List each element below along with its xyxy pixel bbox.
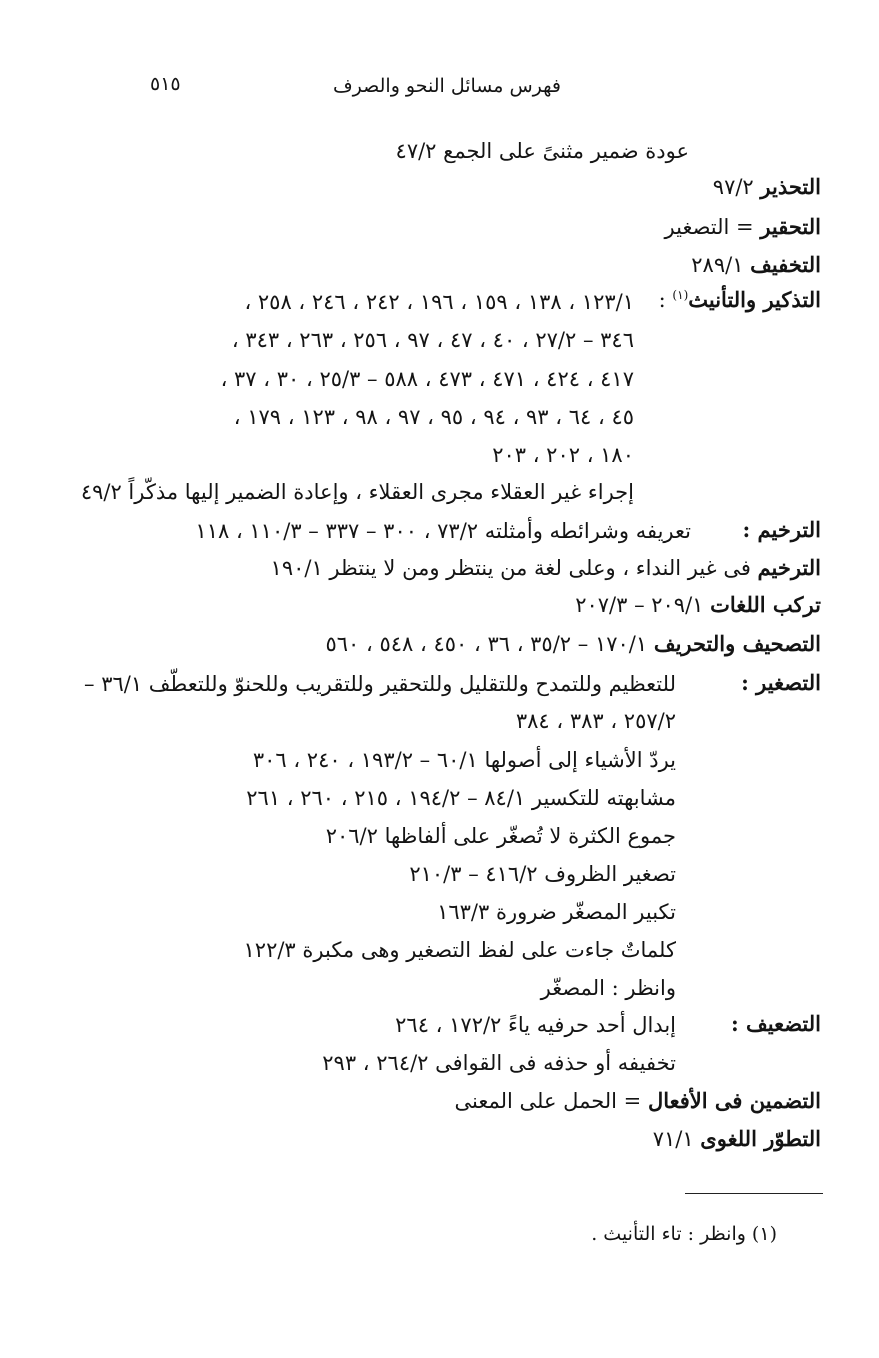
entry-text: ١٧٠/١ – ٣٥/٢ ، ٣٦ ، ٤٥٠ ، ٥٤٨ ، ٥٦٠ xyxy=(325,632,654,656)
index-entry xyxy=(454,1090,821,1112)
entry-term: التضمين فى الأفعال xyxy=(647,1088,821,1113)
index-entry xyxy=(326,633,822,655)
index-entry xyxy=(691,254,821,276)
entry-text: ٧١/١ xyxy=(652,1127,701,1151)
index-subentry: جموع الكثرة لا تُصغّر على ألفاظها ٢٠٦/٢ xyxy=(325,824,676,848)
index-entry xyxy=(665,216,821,238)
index-entry xyxy=(731,1013,821,1035)
entry-term: الترخيم : xyxy=(742,517,821,542)
index-subentry: كلماتٌ جاءت على لفظ التصغير وهى مكبرة ١٢٢/٣ xyxy=(243,938,676,962)
footnote-divider xyxy=(685,1193,823,1194)
index-subentry: يردّ الأشياء إلى أصولها ٦٠/١ – ١٩٣/٢ ، ٢٤٠ ، ٣٠٦ xyxy=(252,748,676,772)
entry-term: التصحيف والتحريف xyxy=(653,631,821,656)
index-entry xyxy=(396,141,689,162)
entry-term: تركب اللغات xyxy=(710,592,821,617)
footnote-ref: (١) xyxy=(672,288,689,302)
index-subentry: تصغير الظروف ٤١٦/٢ – ٢١٠/٣ xyxy=(409,862,676,886)
index-subentry: تخفيفه أو حذفه فى القوافى ٢٦٤/٢ ، ٢٩٣ xyxy=(322,1051,676,1075)
index-entry-refs: إبدال أحد حرفيه ياءً ١٧٢/٢ ، ٢٦٤ xyxy=(395,1013,676,1037)
footnote: (١) وانظر : تاء التأنيث . xyxy=(591,1223,777,1245)
index-entry-refs: للتعظيم وللتمدح وللتقليل وللتحقير وللتقريب وللحنوّ وللتعطّف ٣٦/١ – xyxy=(84,672,676,696)
entry-text: ٢٨٩/١ xyxy=(691,253,751,277)
running-title: فهرس مسائل النحو والصرف xyxy=(332,75,561,97)
entry-term: الترخيم xyxy=(757,555,821,580)
index-entry xyxy=(653,1128,821,1150)
index-entry xyxy=(271,557,821,579)
index-entry xyxy=(741,672,821,694)
entry-term: التذكير والتأنيث xyxy=(688,287,821,312)
index-entry-refs: ٢٥٧/٢ ، ٣٨٣ ، ٣٨٤ xyxy=(515,709,676,733)
index-entry-refs: ١٨٠ ، ٢٠٢ ، ٢٠٣ xyxy=(492,443,634,467)
entry-text: ٩٧/٢ xyxy=(712,175,761,199)
entry-term: التطوّر اللغوى xyxy=(700,1126,821,1151)
entry-text: = التصغير xyxy=(664,215,761,239)
entry-text: ٢٠٩/١ – ٢٠٧/٣ xyxy=(575,593,711,617)
index-subentry: وانظر : المصغّر xyxy=(540,976,676,1000)
entry-text: عودة ضمير مثنىً على الجمع ٤٧/٢ xyxy=(395,139,689,163)
index-entry xyxy=(742,519,821,541)
entry-term: التضعيف : xyxy=(730,1011,821,1036)
index-entry xyxy=(575,594,821,616)
index-subentry: مشابهته للتكسير ٨٤/١ – ١٩٤/٢ ، ٢١٥ ، ٢٦٠ ، ٢٦١ xyxy=(246,786,676,810)
index-subentry: تكبير المصغّر ضرورة ١٦٣/٣ xyxy=(437,900,676,924)
entry-separator: : xyxy=(658,288,673,312)
index-entry-refs: تعريفه وشرائطه وأمثلته ٧٣/٢ ، ٣٠٠ – ٣٣٧ – ١١٠/٣ ، ١١٨ xyxy=(195,519,691,543)
index-entry xyxy=(659,289,821,311)
entry-term: التخفيف xyxy=(750,252,821,277)
entry-text: فى غير النداء ، وعلى لغة من ينتظر ومن لا ينتظر ١٩٠/١ xyxy=(270,556,758,580)
entry-text: = الحمل على المعنى xyxy=(454,1089,648,1113)
page-number: ٥١٥ xyxy=(150,73,181,95)
entry-term: التحقير xyxy=(760,214,821,239)
index-entry-refs: ٣٤٦ – ٢٧/٢ ، ٤٠ ، ٤٧ ، ٩٧ ، ٢٥٦ ، ٢٦٣ ، ٣٤٣ ، xyxy=(231,328,634,352)
index-entry: إجراء غير العقلاء مجرى العقلاء ، وإعادة الضمير إليها مذكّراً ٤٩/٢ xyxy=(80,480,634,504)
index-entry-refs: ٤١٧ ، ٤٢٤ ، ٤٧١ ، ٤٧٣ ، ٥٨٨ – ٢٥/٣ ، ٣٠ ، ٣٧ ، xyxy=(220,367,634,391)
entry-term: التصغير : xyxy=(741,670,821,695)
index-entry-refs: ١٢٣/١ ، ١٣٨ ، ١٥٩ ، ١٩٦ ، ٢٤٢ ، ٢٤٦ ، ٢٥٨ ، xyxy=(244,290,634,314)
index-entry xyxy=(713,176,821,198)
index-entry-refs: ٤٥ ، ٦٤ ، ٩٣ ، ٩٤ ، ٩٥ ، ٩٧ ، ٩٨ ، ١٢٣ ، ١٧٩ ، xyxy=(233,405,634,429)
entry-term: التحذير xyxy=(760,174,821,199)
